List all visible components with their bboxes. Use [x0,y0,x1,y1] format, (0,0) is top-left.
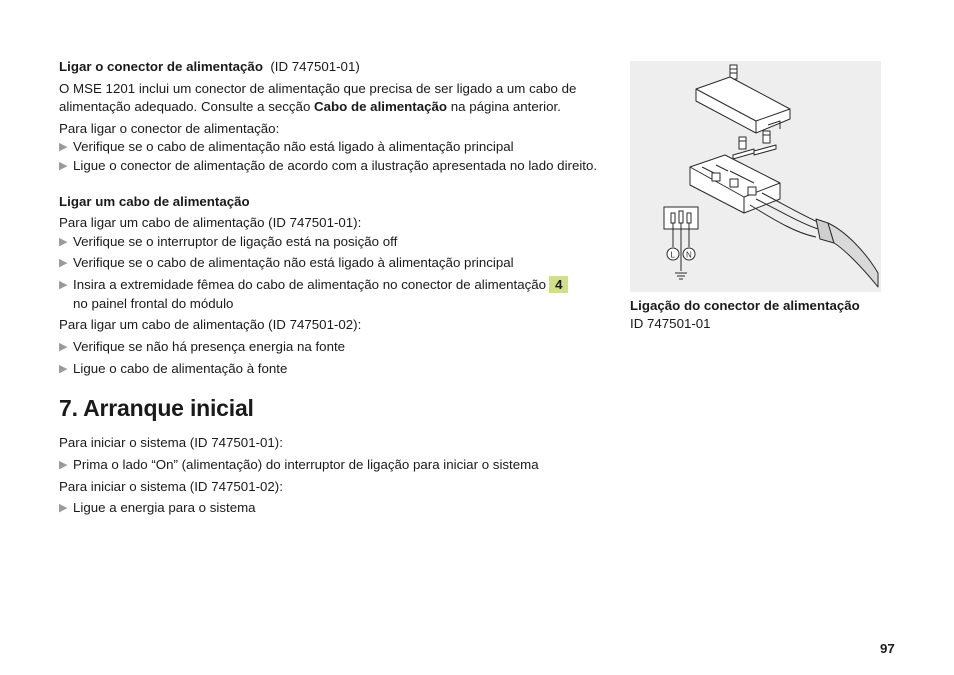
lead-text: Para iniciar o sistema (ID 747501-01): [59,435,283,451]
list-item: ▶ Verifique se o cabo de alimentação não está ligado à alimentação principal [59,138,604,157]
list-item: ▶ Ligue o conector de alimentação de acordo com a ilustração apresentada no lado direito. [59,157,604,176]
ground-icon [675,273,687,279]
triangle-right-icon: ▶ [59,235,68,248]
intro-paragraph: O MSE 1201 inclui um conector de alimentação que precisa de ser ligado a um cabo de alimentação adequado. Consulte a secção Cabo de alimentação na página anterior. [59,80,577,115]
list-item: ▶ Prima o lado “On” (alimentação) do interruptor de ligação para iniciar o sistema [59,456,604,475]
list-item: ▶ Ligue a energia para o sistema [59,499,604,518]
list-item: ▶ Ligue o cabo de alimentação à fonte [59,360,604,379]
screw-top [730,65,737,79]
section-title-power-connector: Ligar o conector de alimentação (ID 747501-01) [59,59,360,74]
triangle-right-icon: ▶ [59,257,68,270]
lead-text: Para ligar o conector de alimentação: [59,120,280,136]
section-title-power-cable: Ligar um cabo de alimentação [59,193,250,209]
list-item: ▶ Verifique se o interruptor de ligação está na posição off [59,233,604,252]
label-n: N [686,250,692,260]
chapter-title-startup: 7. Arranque inicial [59,395,254,422]
figure-caption [630,297,860,333]
list-item: ▶ Verifique se não há presença energia na fonte [59,338,604,357]
connector-drawing [630,61,881,292]
list-item: ▶ Insira a extremidade fêmea do cabo de alimentação no conector de alimentação 4 no painel frontal do módulo [59,276,604,313]
screw-left [739,137,746,149]
triangle-right-icon: ▶ [59,340,68,353]
reference-power-cable: Cabo de alimentação [314,99,448,115]
lead-text: Para ligar um cabo de alimentação (ID 747501-01): [59,215,362,231]
triangle-right-icon: ▶ [59,141,68,154]
list-item: ▶ Verifique se o cabo de alimentação não está ligado à alimentação principal [59,254,604,273]
caption-title: Ligação do conector de alimentação [630,298,860,313]
page-number: 97 [880,641,895,656]
main-text-column [59,58,604,518]
triangle-right-icon: ▶ [59,458,68,471]
lead-text: Para iniciar o sistema (ID 747501-02): [59,478,283,494]
power-connector-illustration [630,61,881,292]
connector-number-badge: 4 [549,276,568,293]
connector-cover [696,77,790,133]
screw-right [763,131,770,143]
socket-schematic [664,207,698,279]
triangle-right-icon: ▶ [59,362,68,375]
caption-id: ID 747501-01 [630,315,711,331]
triangle-right-icon: ▶ [59,160,68,173]
lead-text: Para ligar um cabo de alimentação (ID 747501-02): [59,317,362,333]
label-l: L [670,250,675,260]
triangle-right-icon: ▶ [59,502,68,515]
triangle-right-icon: ▶ [59,279,68,292]
